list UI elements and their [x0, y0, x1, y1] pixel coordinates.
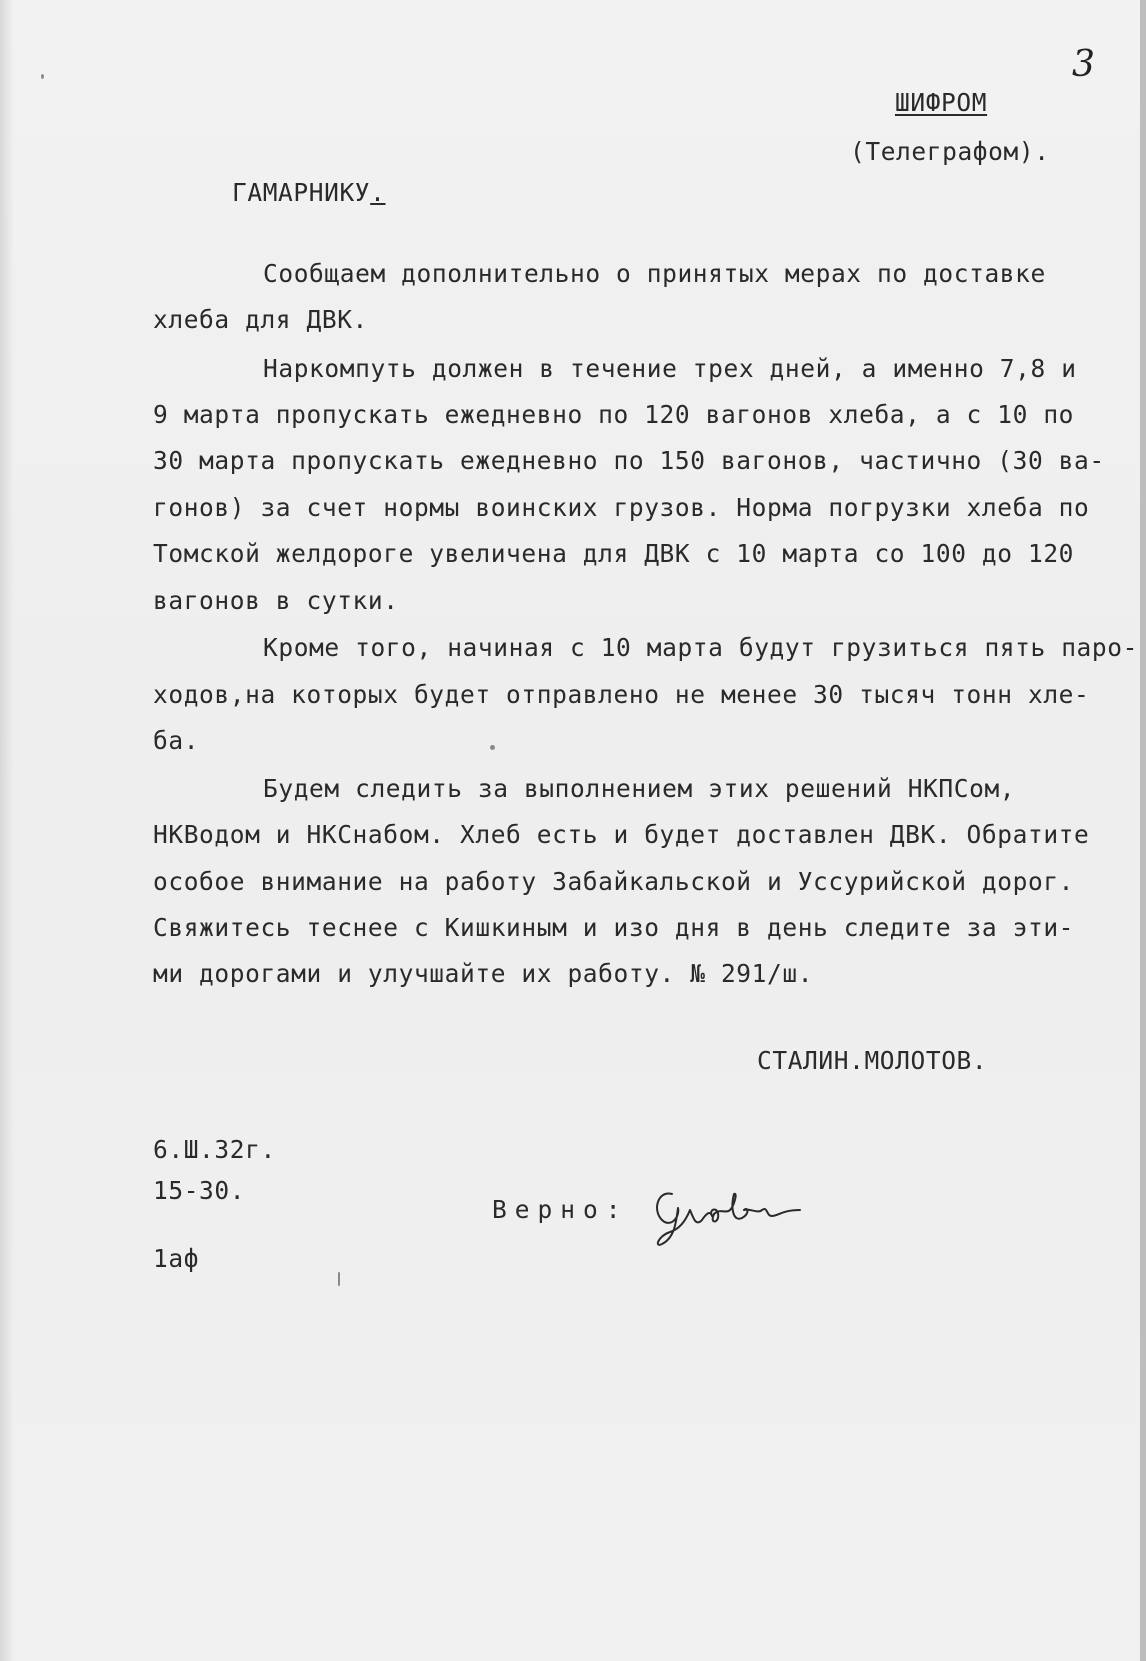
body-line: 9 марта пропускать ежедневно по 120 вагонов хлеба, а с 10 по: [153, 400, 1075, 429]
document-time: 15-30.: [153, 1176, 246, 1205]
addressee: [232, 178, 386, 207]
body-line: Наркомпуть должен в течение трех дней, а именно 7,8 и: [263, 354, 1077, 383]
body-line: 30 марта пропускать ежедневно по 150 вагонов, частично (30 ва-: [153, 446, 1105, 475]
addressee-name: ГАМАРНИКУ: [232, 178, 371, 207]
body-line: хлеба для ДВК.: [153, 305, 368, 334]
body-line: ми дорогами и улучшайте их работу. № 291/ш.: [153, 959, 814, 988]
paper-edge-shadow: [0, 0, 14, 1661]
body-line: Свяжитесь теснее с Кишкиным и изо дня в день следите за эти-: [153, 913, 1075, 942]
body-line: гонов) за счет нормы воинских грузов. Норма погрузки хлеба по: [153, 493, 1090, 522]
body-line: ба.: [153, 726, 200, 755]
document-date: 6.Ш.32г.: [153, 1135, 276, 1164]
body-line: Томской желдороге увеличена для ДВК с 10 марта со 100 до 120: [153, 539, 1075, 568]
paper-right-edge: [1140, 0, 1146, 1661]
body-line: Будем следить за выполнением этих решений НКПСом,: [263, 774, 1016, 803]
body-line: Кроме того, начиная с 10 марта будут грузиться пять паро-: [263, 633, 1138, 662]
registry-code: 1аф: [153, 1244, 200, 1273]
body-line: особое внимание на работу Забайкальской и Уссурийской дорог.: [153, 867, 1075, 896]
paper-speck: [41, 74, 44, 79]
page-number: 3: [1072, 44, 1095, 85]
paper-speck: [490, 745, 495, 750]
body-line: НКВодом и НКСнабом. Хлеб есть и будет доставлен ДВК. Обратите: [153, 820, 1090, 849]
body-line: Сообщаем дополнительно о принятых мерах по доставке: [263, 259, 1046, 288]
telegraph-heading: (Телеграфом).: [850, 137, 1050, 166]
body-line: ходов,на которых будет отправлено не менее 30 тысяч тонн хле-: [153, 680, 1090, 709]
handwritten-signature: [650, 1180, 810, 1250]
certification-label: Верно:: [492, 1195, 629, 1224]
body-line: вагонов в сутки.: [153, 586, 399, 615]
paper-speck: [338, 1272, 340, 1286]
cipher-heading: ШИФРОМ: [895, 88, 988, 117]
addressee-punct: .: [370, 178, 386, 207]
signatories: СТАЛИН.МОЛОТОВ.: [757, 1046, 988, 1075]
